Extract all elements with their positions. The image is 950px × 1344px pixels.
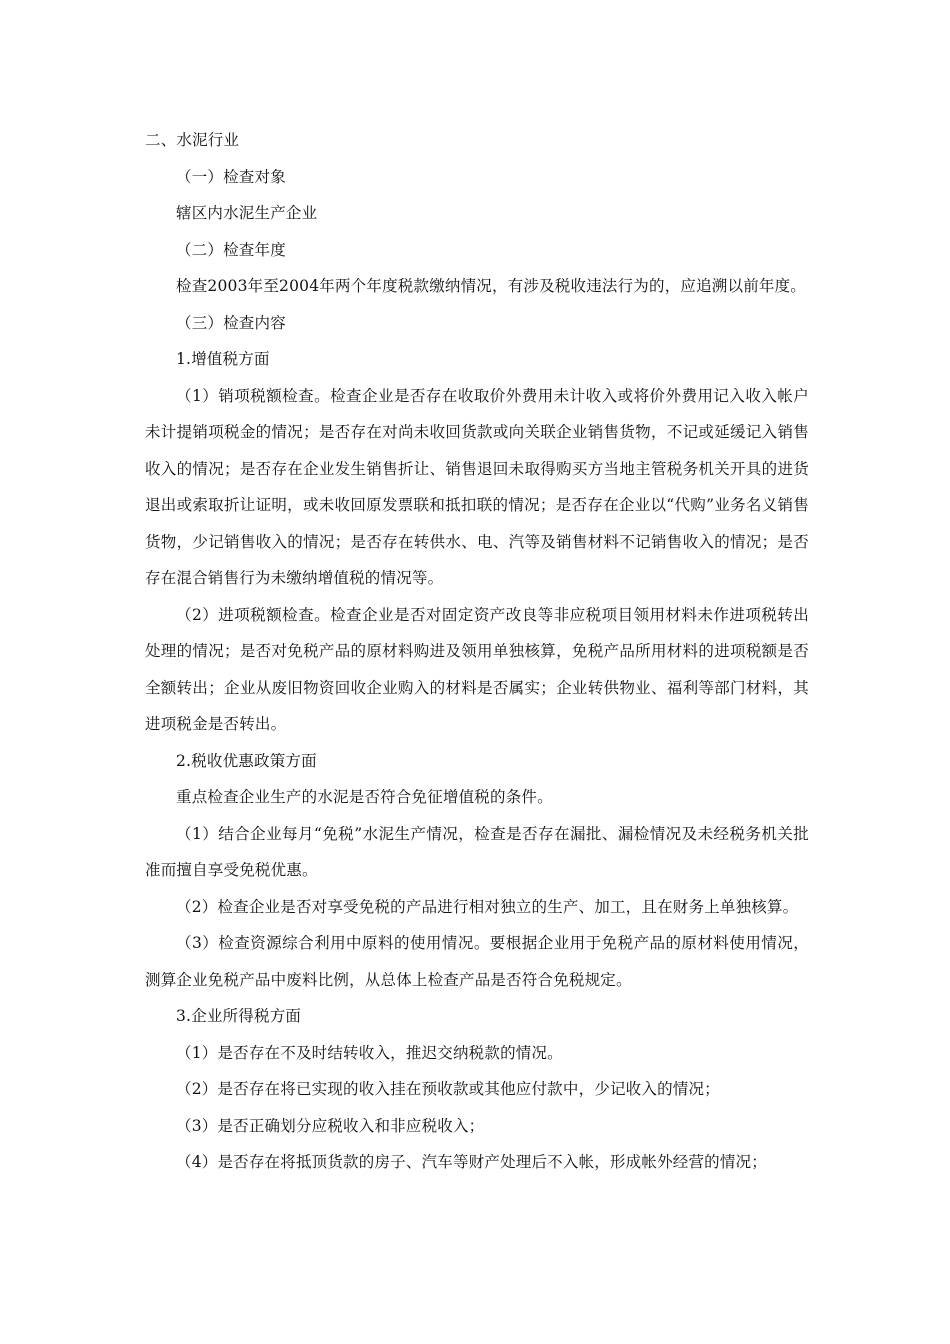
paragraph: 辖区内水泥生产企业	[176, 204, 318, 222]
paragraph: （4）是否存在将抵顶货款的房子、汽车等财产处理后不入帐，形成帐外经营的情况；	[176, 1153, 767, 1171]
paragraph: （3）是否正确划分应税收入和非应税收入；	[176, 1116, 485, 1135]
subsection-heading: （三）检查内容	[176, 313, 286, 332]
paragraph: （2）检查企业是否对享受免税的产品进行相对独立的生产、加工，且在财务上单独核算。	[176, 897, 799, 916]
document-body	[145, 122, 809, 1181]
subsection-heading: （一）检查对象	[176, 167, 286, 186]
paragraph: 重点检查企业生产的水泥是否符合免征增值税的条件。	[176, 788, 553, 806]
item-heading: 2.税收优惠政策方面	[176, 751, 317, 770]
subsection-heading: （二）检查年度	[176, 240, 286, 259]
paragraph: 检查2003年至2004年两个年度税款缴纳情况，有涉及税收违法行为的，应追溯以前年度。	[176, 277, 806, 295]
section-heading: 二、水泥行业	[145, 131, 240, 149]
paragraph: （2）是否存在将已实现的收入挂在预收款或其他应付款中，少记收入的情况；	[176, 1080, 720, 1098]
paragraph: （2）进项税额检查。检查企业是否对固定资产改良等非应税项目领用材料未作进项税转出处理的情况；是否对免税产品的原材料购进及领用单独核算，免税产品所用材料的进项税额是否全额转出；企业从废旧物资回收企业购入的材料是否属实；企业转供物业、福利等部门材料，其进项税金是否转出。	[145, 605, 809, 733]
paragraph: （3）检查资源综合利用中原料的使用情况。要根据企业用于免税产品的原材料使用情况，测算企业免税产品中废料比例，从总体上检查产品是否符合免税规定。	[145, 934, 809, 989]
paragraph: （1）销项税额检查。检查企业是否存在收取价外费用未计收入或将价外费用记入收入帐户未计提销项税金的情况；是否存在对尚未收回货款或向关联企业销售货物，不记或延缓记入销售收入的情况；是否存在企业发生销售折让、销售退回未取得购买方当地主管税务机关开具的进货退出或索取折让证明，或未收回原发票联和抵扣联的情况；是否存在企业以“代购”业务名义销售货物，少记销售收入的情况；是否存在转供水、电、汽等及销售材料不记销售收入的情况；是否存在混合销售行为未缴纳增值税的情况等。	[145, 386, 809, 587]
paragraph: （1）是否存在不及时结转收入，推迟交纳税款的情况。	[176, 1043, 563, 1062]
item-heading: 1.增值税方面	[176, 350, 270, 368]
item-heading: 3.企业所得税方面	[176, 1007, 302, 1025]
paragraph: （1）结合企业每月“免税”水泥生产情况，检查是否存在漏批、漏检情况及未经税务机关批准而擅自享受免税优惠。	[145, 824, 809, 879]
